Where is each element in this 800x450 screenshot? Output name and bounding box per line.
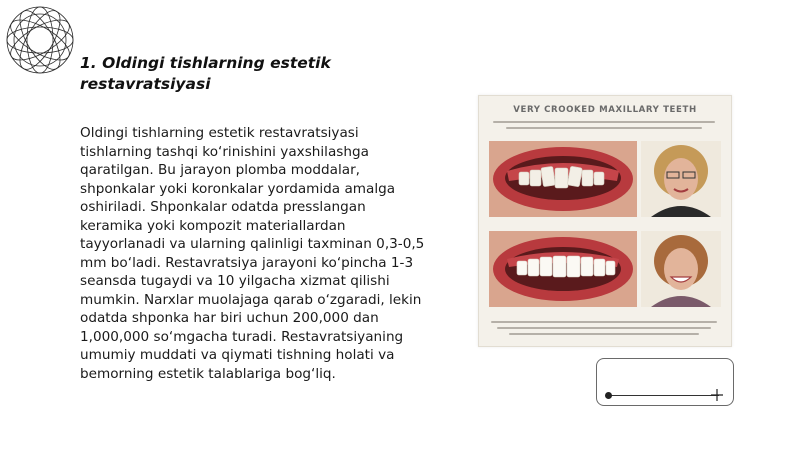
circular-lattice-icon: [4, 4, 76, 76]
figure-title: VERY CROOKED MAXILLARY TEETH: [513, 105, 697, 115]
after-smile-photo: [489, 231, 637, 307]
slide-title: 1. Oldingi tishlarning estetik restavratsiyasi: [80, 54, 331, 93]
after-portrait-photo: [641, 231, 721, 307]
dental-before-after-figure: [478, 95, 732, 347]
figure-caption-top: [489, 117, 719, 129]
body-paragraph: Oldingi tishlarning estetik restavratsiyasi tishlarning tashqi ko‘rinishini yaxshilashga qaratilgan. Bu jarayon plomba moddalar, shponkalar yoki koronkalar yordamida amalga oshiriladi. Shponkalar odatda presslangan keramika yoki kompozit materiallardan tayyorlanadi va ularning qalinligi taxminan 0,3-0,5 mm bo‘ladi. Restavratsiya jarayoni ko‘pincha 1-3 seansda tugaydi va 10 yilgacha xizmat qilishi mumkin. Narxlar muolajaga qarab o‘zgaradi, lekin odatda shponka har biri uchun 200,000 dan 1,000,000 so‘mgacha turadi. Restavratsiyaning umumiy muddati va qiymati tishning holati va bemorning estetik talablariga bog‘liq.: [80, 125, 425, 382]
timeline-slider-widget[interactable]: [596, 358, 734, 406]
before-smile-photo: [489, 141, 637, 217]
slider-track[interactable]: [607, 395, 719, 396]
before-portrait-photo: [641, 141, 721, 217]
figure-caption-bottom: [489, 317, 719, 335]
plus-icon[interactable]: [711, 389, 723, 401]
circle-dot-icon[interactable]: [605, 392, 612, 399]
